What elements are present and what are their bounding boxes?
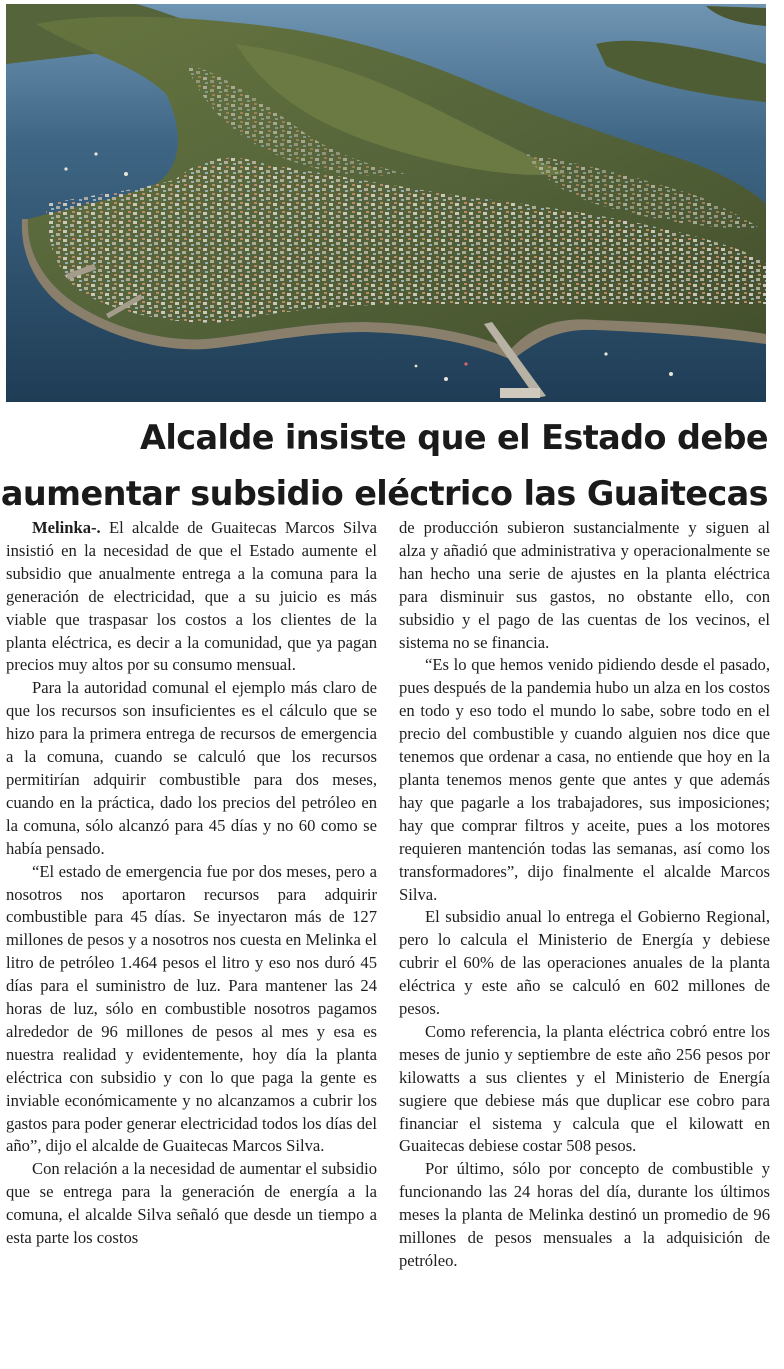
- aerial-photo-illustration: [6, 4, 766, 402]
- paragraph-4-continued: de producción subieron sustancialmente y siguen al alza y añadió que administrativa y operacionalmente se han hecho una serie de ajustes en la planta eléctrica para disminuir sus gastos, no obstante ello, con subsidio y el pago de las cuentas de los vecinos, el sistema no se financia.: [399, 518, 770, 652]
- dateline: Melinka-.: [32, 518, 101, 537]
- paragraph-4-start: Con relación a la necesidad de aumentar el subsidio que se entrega para la generación de energía a la comuna, el alcalde Silva señaló que desde un tiempo a esta parte los costos: [6, 1159, 377, 1248]
- headline-line-2: aumentar subsidio eléctrico las Guaitecas: [0, 474, 768, 513]
- article-column-right: [399, 517, 770, 1365]
- paragraph-1: [6, 517, 377, 677]
- paragraph-5: “Es lo que hemos venido pidiendo desde el pasado, pues después de la pandemia hubo un alza en los costos en todo y eso todo el mundo lo sabe, sobre todo en el precio del combustible y cuando alguien nos dice que tenemos que ordenar a casa, no entiende que hoy en la planta tenemos menos gente que antes y que además hay que pagarle a los trabajadores, sus imposiciones; hay que comprar filtros y aceite, pues a los motores requieren mantención todas las semanas, así como los transformadores”, dijo finalmente el alcalde Marcos Silva.: [399, 655, 770, 904]
- paragraph-2: Para la autoridad comunal el ejemplo más claro de que los recursos son insuficientes es el cálculo que se hizo para la primera entrega de recursos de emergencia a la comuna, cuando se calculó que los recursos permitirían adquirir combustible para dos meses, cuando en la práctica, dado los precios del petróleo en la comuna, sólo alcanzó para 45 días y no 60 como se había pensado.: [6, 678, 377, 858]
- headline-line-1: Alcalde insiste que el Estado debe: [140, 418, 768, 457]
- paragraph-1-text: El alcalde de Guaitecas Marcos Silva insistió en la necesidad de que el Estado aumente el subsidio que anualmente entrega a la comuna para la generación de electricidad, que a su juicio es más viable que traspasar los costos a los clientes de la planta eléctrica, es decir a la comunidad, que ya pagan precios muy altos por su consumo mensual.: [6, 518, 377, 675]
- article-column-left: [6, 517, 377, 1365]
- paragraph-3: “El estado de emergencia fue por dos meses, pero a nosotros nos aportaron recursos para adquirir combustible para 45 días. Se inyectaron más de 127 millones de pesos y a nosotros nos cuesta en Melinka el litro de petróleo 1.464 pesos el litro y eso nos duró 45 días para el suministro de luz. Para mantener las 24 horas de luz, sólo en combustible nosotros pagamos alrededor de 96 millones de pesos al mes y esa es nuestra realidad y evidentemente, hoy día la planta eléctrica con subsidio y con lo que paga la gente es inviable económicamente y no alcanzamos a cubrir los gastos para poder generar electricidad todos los días del año”, dijo el alcalde de Guaitecas Marcos Silva.: [6, 861, 377, 1156]
- aerial-photo: [6, 4, 766, 402]
- paragraph-6: El subsidio anual lo entrega el Gobierno Regional, pero lo calcula el Ministerio de Energía y debiese cubrir el 60% de las operaciones anuales de la planta eléctrica y este año se calculó en 602 millones de pesos.: [399, 907, 770, 1019]
- paragraph-7: Como referencia, la planta eléctrica cobró entre los meses de junio y septiembre de este año 256 pesos por kilowatts a sus clientes y el Ministerio de Energía sugiere que debiese más que duplicar ese cobro para financiar el sistema y calcula que el kilowatt en Guaitecas debiese costar 508 pesos.: [399, 1021, 770, 1156]
- article-body: [6, 517, 770, 1365]
- paragraph-8: Por último, sólo por concepto de combustible y funcionando las 24 horas del día, durante los últimos meses la planta de Melinka destinó un promedio de 96 millones de pesos mensuales a la adquisición de petróleo.: [399, 1159, 770, 1270]
- article-headline: [0, 410, 768, 522]
